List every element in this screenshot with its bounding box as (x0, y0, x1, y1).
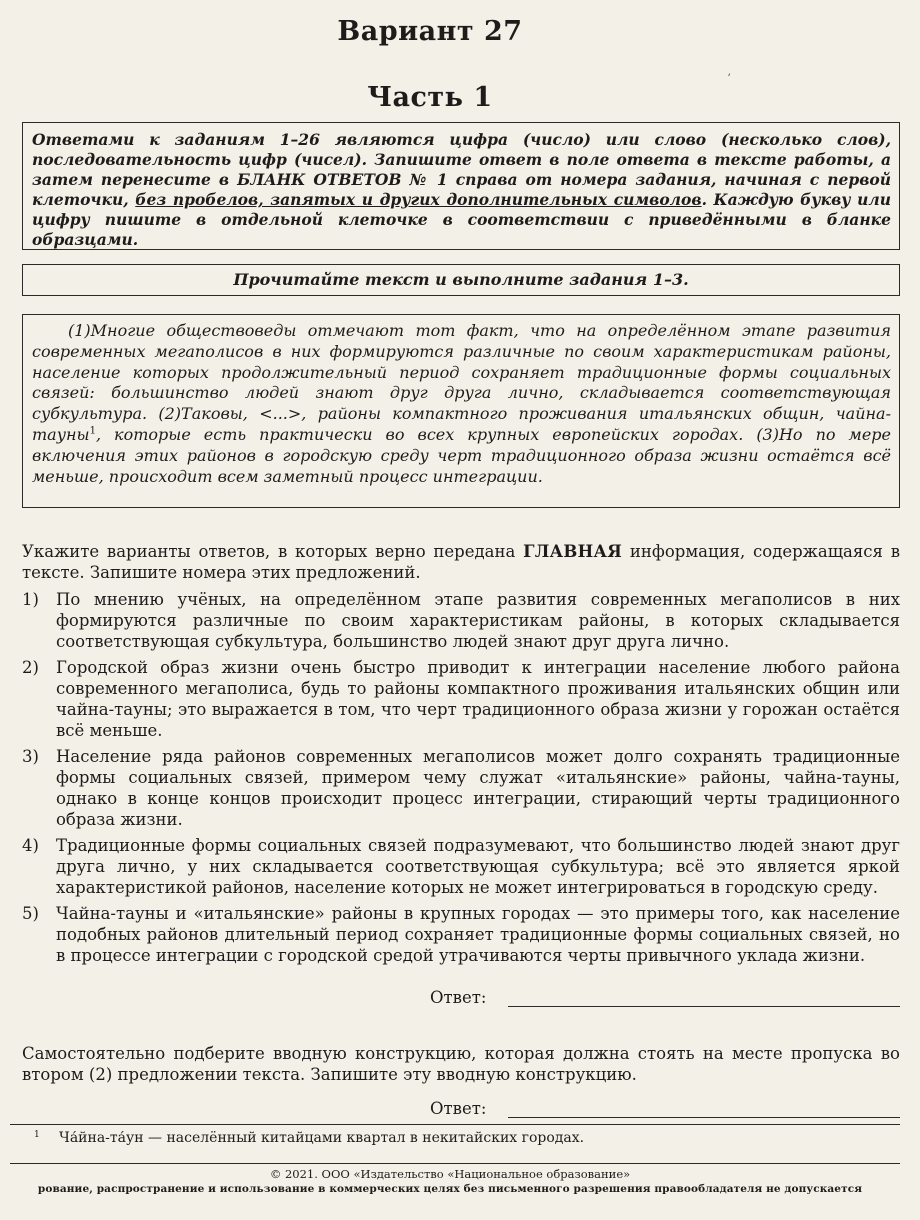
passage-text-end: , которые есть практически во всех крупных европейских городах. (3)Но по мере включения этих районов в городскую среду черт традиционного образа жизни остаётся всё меньше, происходит всем заметный процесс интеграции. (32, 424, 891, 486)
instructions-text-end: . Каждую букву или цифру пишите в отдельной клеточке в соответствии с приведёнными в бланке образцами. (32, 190, 892, 249)
task1-prompt (22, 541, 900, 583)
pen-mark: ʼ (727, 72, 731, 85)
task2-prompt: Самостоятельно подберите вводную конструкцию, которая должна стоять на месте пропуска во втором (2) предложении текста. Запишите эту вводную конструкцию. (22, 1044, 900, 1084)
footnote-text: Ча́йна-та́ун — населённый китайцами квартал в некитайских городах. (59, 1130, 585, 1146)
option-number: 3) (22, 747, 39, 766)
copyright: © 2021. ООО «Издательство «Национальное образование» (269, 1167, 631, 1181)
read-prompt-box (22, 264, 900, 296)
option-2 (22, 657, 900, 741)
task1-prompt-end: информация, содержащаяся в тексте. Запишите номера этих предложений. (22, 542, 900, 582)
instructions-box (22, 122, 900, 250)
variant-title: Вариант 27 (337, 16, 523, 47)
read-prompt: Прочитайте текст и выполните задания 1–3. (233, 270, 689, 289)
task1-prompt-bold: ГЛАВНАЯ (523, 542, 623, 561)
option-4 (22, 835, 900, 898)
footnote-divider (10, 1124, 900, 1125)
passage-text: (1)Многие обществоведы отмечают тот факт, что на определённом этапе развития современных мегаполисов в них формируются различные по своим характеристикам районы, население которых продолжительный период сохраняет традиционные формы социальных связей: большинство людей знают друг друга лично, складывается соответствующая субкультура. (2)Таковы, <...>, районы компактного проживания итальянских общин, чайна-тауны (32, 321, 891, 444)
answer-label: Ответ: (430, 988, 487, 1007)
task1-prompt-start: Укажите варианты ответов, в которых верно передана (22, 542, 524, 561)
option-text: Чайна-тауны и «итальянские» районы в крупных городах — это примеры того, как население подобных районов длительный период сохраняет традиционные формы социальных связей, но в процессе интеграции с городской средой утрачиваются черты привычного уклада жизни. (56, 904, 900, 965)
instructions-text: Ответами к заданиям 1–26 являются цифра (число) или слово (несколько слов), последовательность цифр (чисел). Запишите ответ в поле ответа в тексте работы, а затем перенесите в БЛАНК ОТВЕТОВ № 1 справа от номера задания, начиная с первой клеточки, (32, 130, 891, 209)
answer-label: Ответ: (430, 1099, 487, 1118)
option-number: 2) (22, 658, 39, 677)
footnote-reference: 1 (89, 425, 96, 437)
option-text: Население ряда районов современных мегаполисов может долго сохранять традиционные формы социальных связей, примером чему служат «итальянские» районы, чайна-тауны, однако в конце концов происходит процесс интеграции, стирающий черты традиционного образа жизни. (56, 747, 900, 829)
footnote-mark: 1 (34, 1130, 40, 1140)
option-number: 5) (22, 904, 39, 923)
task2-answer (430, 1099, 900, 1123)
option-1 (22, 589, 900, 652)
option-text: Традиционные формы социальных связей подразумевают, что большинство людей знают друг друга лично, у них складывается соответствующая субкультура; всё это является яркой характеристикой районов, население которых не может интегрироваться в городскую среду. (56, 836, 900, 897)
answer-line[interactable] (508, 1006, 900, 1007)
passage-box (22, 314, 900, 508)
option-3 (22, 746, 900, 830)
part-title: Часть 1 (367, 82, 493, 113)
option-text: Городской образ жизни очень быстро приводит к интеграции население любого района современного мегаполиса, будь то районы компактного проживания итальянских общин или чайна-тауны; это выражается в том, что черт традиционного образа жизни у горожан остаётся всё меньше. (56, 658, 900, 740)
option-text: По мнению учёных, на определённом этапе развития современных мегаполисов в них формируются различные по своим характеристикам районы, в которых складывается соответствующая субкультура, большинство людей знают друг друга лично. (56, 590, 900, 651)
task1-answer (430, 988, 900, 1012)
answer-line[interactable] (508, 1117, 900, 1118)
passage (32, 321, 891, 487)
answer-options (22, 589, 900, 971)
footer-divider (10, 1163, 900, 1164)
option-number: 1) (22, 590, 39, 609)
option-5 (22, 903, 900, 966)
option-number: 4) (22, 836, 39, 855)
copyright-notice: рование, распространение и использование в коммерческих целях без письменного разрешения правообладателя не допускается (37, 1183, 863, 1195)
instructions-underlined: без пробелов, запятых и других дополнительных символов (135, 190, 702, 209)
